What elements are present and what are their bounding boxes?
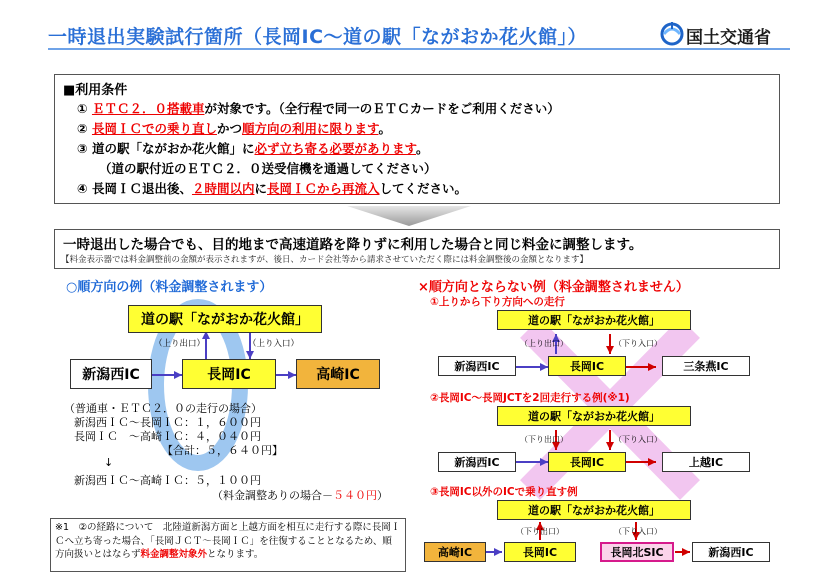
ex1-node-niigata-nishi: 新潟西IC [438,356,516,376]
mlit-logo-icon [660,20,684,46]
ex3-entry-label: （下り入口） [614,527,662,536]
fare-condition: （普通車・ＥＴＣ２．０の走行の場合） [64,402,262,415]
ex2-node-nagaoka: 長岡IC [548,452,626,472]
ex1-node-sanjo-tsubame: 三条燕IC [662,356,750,376]
forward-node-takasaki: 高崎IC [296,359,380,389]
condition-3 [77,139,429,157]
org-name: 国土交通省 [686,28,771,48]
fare-segment-2: 長岡ＩＣ ～高崎ＩＣ：４，０４０円 [74,430,261,443]
adjustment-note: 【料金表示器では料金調整前の金額が表示されますが、後日、カード会社等から請求させていただく際には料金調整後の金額となります】 [61,255,589,265]
condition-4-end: してください。 [379,181,468,196]
ex2-exit-label: （下り出口） [520,435,568,444]
condition-1 [77,99,560,117]
footnote-highlight: 料金調整対象外 [140,549,208,560]
condition-3-text: 道の駅「ながおか花火館」に [91,141,255,156]
conditions-heading: ■利用条件 [63,83,128,98]
ex1-exit-label: （上り出口） [520,339,568,348]
footnote-text: ※1 ②の経路について 北陸道新潟方面と上越方面を相互に走行する際に長岡ＩＣへ立ち寄った場合、「長岡ＪＣＴ～長岡ＩＣ」を往復することとなるため、順方向扱いとはならず [55,522,401,560]
condition-3-note: （道の駅付近のＥＴＣ２．０送受信機を通過してください） [99,161,437,176]
ex2-node-joetsu: 上越IC [662,452,750,472]
forward-node-niigata-nishi: 新潟西IC [70,359,152,389]
condition-1-highlight: ＥＴＣ２．０搭載車 [91,101,205,116]
forward-example-title: ○順方向の例（料金調整されます） [66,280,273,295]
condition-2-num: ② [77,121,88,136]
condition-2-highlight-a: 長岡ＩＣでの乗り直し [91,121,217,136]
ex3-node-nagaoka: 長岡IC [504,542,576,562]
condition-2-text: かつ [216,121,242,136]
fare-arrow: ↓ [104,456,114,469]
ex3-node-takasaki: 高崎IC [424,542,486,562]
page-title: 一時退出実験試行箇所（長岡IC～道の駅「ながおか花火館」） [48,26,588,48]
condition-4-num: ④ [77,181,88,196]
reverse-example-title: ×順方向とならない例（料金調整されません） [418,280,689,295]
condition-4 [77,179,467,197]
condition-4-highlight-a: ２時間以内 [191,181,255,196]
forward-entry-label: （上り入口） [248,339,300,349]
ex2-node-niigata-nishi: 新潟西IC [438,452,516,472]
footnote-box [50,518,406,572]
reverse-diagram-graphics [420,290,800,580]
ex2-entry-label: （下り入口） [614,435,662,444]
reverse-example-2-title: ②長岡IC～長岡JCTを2回走行する例(※1) [430,392,630,404]
adjustment-box [54,229,780,269]
condition-2 [77,119,391,137]
condition-1-text: が対象です。（全行程で同一のＥＴＣカードをご利用ください） [204,101,560,116]
ex1-entry-label: （下り入口） [614,339,662,348]
forward-node-nagaoka: 長岡IC [182,359,276,389]
fare-discount: （料金調整ありの場合－５４０円） [212,489,388,502]
condition-4-text-a: 長岡ＩＣ退出後、 [91,181,192,196]
ex3-node-nagaoka-kita-sic: 長岡北SIC [600,542,674,562]
condition-4-highlight-b: 長岡ＩＣから再流入 [267,181,380,196]
ex3-exit-label: （下り出口） [516,527,564,536]
condition-2-end: 。 [378,121,392,136]
fare-segment-1: 新潟西ＩＣ～長岡ＩＣ：１，６００円 [74,416,261,429]
reverse-example-3-title: ③長岡IC以外のICで乗り直す例 [430,486,578,498]
fare-total: 【合計：５，６４０円】 [162,444,283,457]
conditions-box [54,74,780,204]
title-divider [48,48,790,50]
ex3-station-node: 道の駅「ながおか花火館」 [497,500,691,520]
condition-3-end: 。 [415,141,429,156]
ex1-station-node: 道の駅「ながおか花火館」 [497,310,691,330]
footnote-end: となります。 [207,549,264,560]
condition-4-text-b: に [254,181,267,196]
condition-3-highlight: 必ず立ち寄る必要があります [254,141,416,156]
forward-exit-label: （上り出口） [154,339,206,349]
condition-3-num: ③ [77,141,88,156]
adjustment-text: 一時退出した場合でも、目的地まで高速道路を降りずに利用した場合と同じ料金に調整します。 [63,237,643,253]
ex2-station-node: 道の駅「ながおか花火館」 [497,406,691,426]
condition-2-highlight-b: 順方向の利用に限ります [241,121,379,136]
ex1-node-nagaoka: 長岡IC [548,356,626,376]
mlit-logo [660,20,790,48]
ex3-node-niigata-nishi: 新潟西IC [692,542,770,562]
fare-adjusted: 新潟西ＩＣ～高崎ＩＣ：５，１００円 [74,474,261,487]
down-arrow-icon [347,206,471,226]
reverse-example-1-title: ①上りから下り方向への走行 [430,296,565,308]
condition-1-num: ① [77,101,88,116]
forward-station-node: 道の駅「ながおか花火館」 [128,305,322,333]
